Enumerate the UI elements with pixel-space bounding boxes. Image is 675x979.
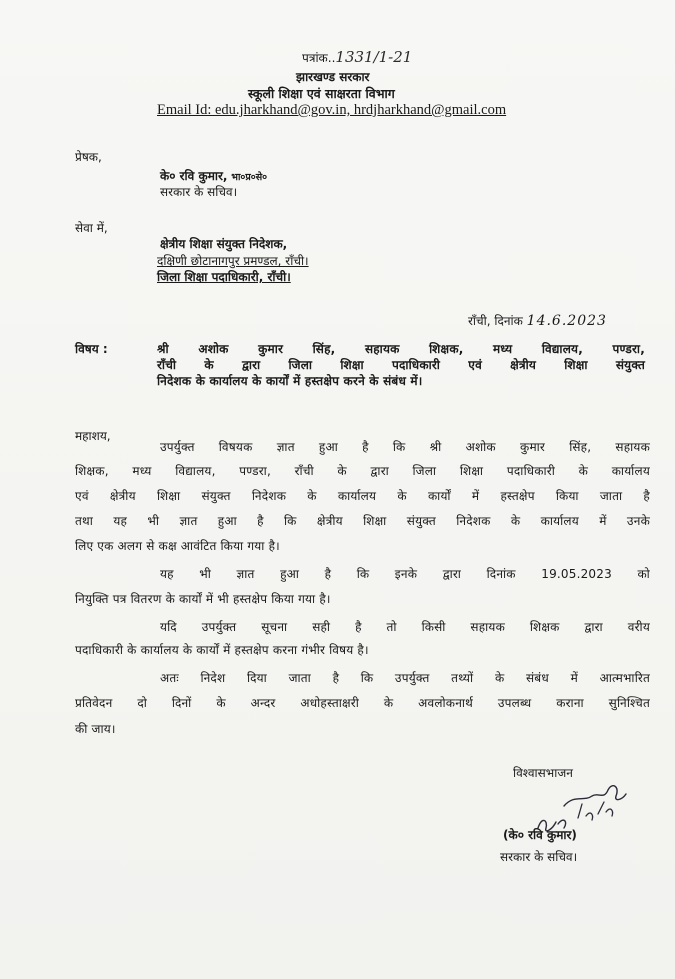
valediction: विश्वासभाजन bbox=[513, 766, 573, 780]
subject-line-1: श्री अशोक कुमार सिंह, सहायक शिक्षक, मध्य विद्यालय, पण्डरा, bbox=[157, 342, 645, 356]
paragraph-2-line: यह भी ज्ञात हुआ है कि इनके द्वारा दिनांक 19.05.2023 को bbox=[160, 567, 650, 581]
paragraph-4-line: प्रतिवेदन दो दिनों के अन्दर अधोहस्ताक्षरी के अवलोकनार्थ उपलब्ध कराना सुनिश्चित bbox=[75, 696, 650, 710]
dateline-date: 14.6.2023 bbox=[526, 313, 607, 329]
department-email: Email Id: edu.jharkhand@gov.in, hrdjharkhand@gmail.com bbox=[157, 102, 507, 118]
paragraph-1-line: एवं क्षेत्रीय शिक्षा संयुक्त निदेशक के कार्यालय के कार्यों में हस्तक्षेप किया जाता है bbox=[75, 489, 650, 503]
sender-service: भा०प्र०से० bbox=[231, 172, 268, 183]
reference-number bbox=[302, 48, 412, 66]
dateline bbox=[468, 312, 607, 329]
paragraph-3-line: पदाधिकारी के कार्यालय के कार्यों में हस्तक्षेप करना गंभीर विषय है। bbox=[75, 643, 369, 657]
government-name: झारखण्ड सरकार bbox=[296, 70, 370, 84]
recipient-line-3: जिला शिक्षा पदाधिकारी, राँची। bbox=[157, 270, 291, 284]
reference-handwritten: 1331/1-21 bbox=[335, 48, 413, 66]
paragraph-1-line: लिए एक अलग से कक्ष आवंटित किया गया है। bbox=[75, 539, 280, 553]
paragraph-1-line: तथा यह भी ज्ञात हुआ है कि क्षेत्रीय शिक्षा संयुक्त निदेशक के कार्यालय में उनके bbox=[75, 514, 650, 528]
subject-line-2: राँची के द्वारा जिला शिक्षा पदाधिकारी एवं क्षेत्रीय शिक्षा संयुक्त bbox=[157, 358, 645, 372]
signatory-designation: सरकार के सचिव। bbox=[500, 850, 578, 864]
sender-label: प्रेषक, bbox=[75, 150, 102, 164]
recipient-label: सेवा में, bbox=[75, 221, 108, 235]
sender-designation: सरकार के सचिव। bbox=[160, 185, 238, 199]
reference-label: पत्रांक.. bbox=[302, 51, 336, 65]
paragraph-4-line: की जाय। bbox=[75, 722, 116, 736]
paragraph-2-line: नियुक्ति पत्र वितरण के कार्यों में भी हस्तक्षेप किया गया है। bbox=[75, 592, 331, 606]
paragraph-1-line: शिक्षक, मध्य विद्यालय, पण्डरा, राँची के द्वारा जिला शिक्षा पदाधिकारी के कार्यालय bbox=[75, 464, 650, 478]
subject-line-3: निदेशक के कार्यालय के कार्यों में हस्तक्षेप करने के संबंध में। bbox=[157, 374, 423, 388]
paragraph-3-line: यदि उपर्युक्त सूचना सही है तो किसी सहायक शिक्षक द्वारा वरीय bbox=[160, 620, 650, 634]
paragraph-4-line: अतः निदेश दिया जाता है कि उपर्युक्त तथ्यों के संबंध में आत्मभारित bbox=[160, 671, 650, 685]
sender-name: के० रवि कुमार, bbox=[160, 169, 228, 183]
paragraph-1-line: उपर्युक्त विषयक ज्ञात हुआ है कि श्री अशोक कुमार सिंह, सहायक bbox=[160, 440, 650, 454]
salutation: महाशय, bbox=[75, 429, 111, 443]
sender-name-line bbox=[160, 167, 267, 184]
department-name: स्कूली शिक्षा एवं साक्षरता विभाग bbox=[248, 86, 395, 101]
recipient-line-1: क्षेत्रीय शिक्षा संयुक्त निदेशक, bbox=[160, 237, 288, 251]
recipient-line-2: दक्षिणी छोटानागपुर प्रमण्डल, राँची। bbox=[157, 254, 309, 268]
signatory-name: (के० रवि कुमार) bbox=[503, 828, 577, 842]
subject-label: विषय : bbox=[75, 342, 108, 356]
dateline-place: राँची, दिनांक bbox=[468, 314, 523, 328]
